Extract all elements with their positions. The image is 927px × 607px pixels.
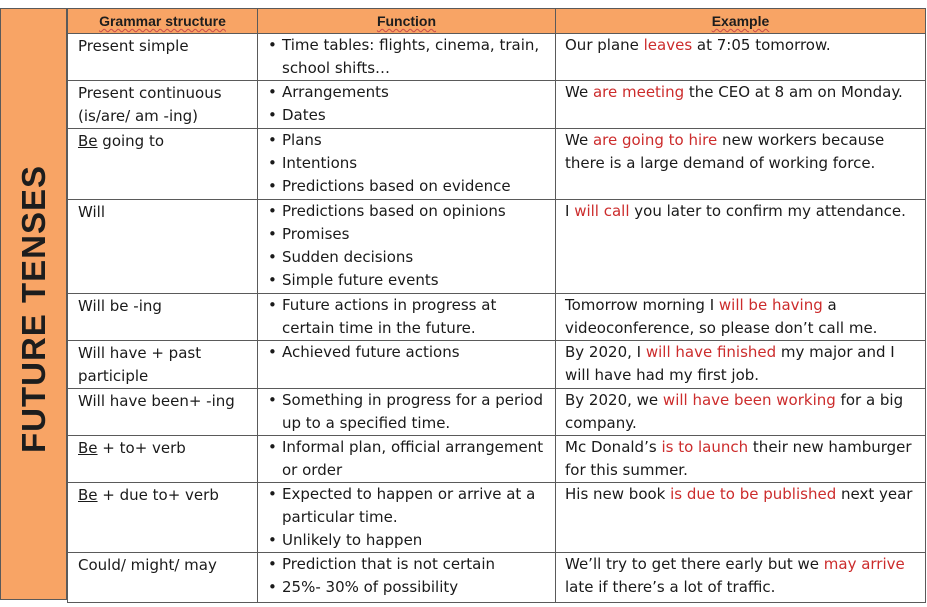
structure-text: Will have been+ -ing	[78, 392, 235, 410]
bullet-icon: •	[268, 391, 277, 409]
structure-text: Present continuous	[78, 84, 222, 102]
list-item	[268, 389, 551, 435]
structure-cell	[68, 436, 258, 483]
function-text: Predictions based on evidence	[282, 177, 511, 195]
bullet-icon: •	[268, 531, 277, 549]
table-row	[68, 483, 926, 553]
bullet-icon: •	[268, 106, 277, 124]
list-item	[268, 341, 551, 364]
structure-text: going to	[97, 132, 165, 150]
highlighted-verb: will have been working	[662, 391, 836, 409]
example-text: their new hamburger for this summer.	[565, 438, 912, 479]
list-item	[268, 483, 551, 529]
function-list	[268, 553, 551, 599]
bullet-icon: •	[268, 131, 277, 149]
list-item	[268, 104, 551, 127]
function-cell	[258, 81, 556, 129]
highlighted-verb: may arrive	[823, 555, 905, 573]
bullet-icon: •	[268, 485, 277, 503]
function-text: Future actions in progress at certain time in the future.	[282, 296, 497, 337]
list-item	[268, 436, 551, 482]
list-item	[268, 223, 551, 246]
function-text: Unlikely to happen	[282, 531, 423, 549]
example-text: a videoconference, so please don’t call me.	[565, 296, 878, 337]
structure-text: Present simple	[78, 37, 189, 55]
example-text: Mc Donald’s	[565, 438, 662, 456]
example-text: Tomorrow morning I	[565, 296, 719, 314]
bullet-icon: •	[268, 154, 277, 172]
example-cell	[556, 129, 926, 200]
side-title-band	[0, 8, 67, 600]
structure-cell	[68, 34, 258, 81]
list-item	[268, 152, 551, 175]
list-item	[268, 34, 551, 80]
function-list	[268, 483, 551, 552]
example-cell	[556, 200, 926, 294]
example-cell	[556, 436, 926, 483]
example-cell	[556, 483, 926, 553]
structure-cell	[68, 129, 258, 200]
function-cell	[258, 389, 556, 436]
function-cell	[258, 34, 556, 81]
structure-cell	[68, 553, 258, 603]
example-text: new workers because there is a large demand of working force.	[565, 131, 885, 172]
highlighted-verb: is to launch	[661, 438, 749, 456]
example-cell	[556, 553, 926, 603]
highlighted-verb: are meeting	[592, 83, 685, 101]
highlighted-verb: leaves	[643, 36, 693, 54]
function-text: Simple future events	[282, 271, 439, 289]
table-row	[68, 81, 926, 129]
structure-text: Be	[78, 132, 98, 150]
function-text: Informal plan, official arrangement or order	[282, 438, 544, 479]
table-row	[68, 200, 926, 294]
bullet-icon: •	[268, 578, 277, 596]
list-item	[268, 576, 551, 599]
function-text: Achieved future actions	[282, 343, 460, 361]
example-text: late if there’s a lot of traffic.	[565, 578, 776, 596]
function-list	[268, 341, 551, 364]
example-text: By 2020, I	[565, 343, 646, 361]
highlighted-verb: are going to hire	[592, 131, 718, 149]
function-text: Plans	[282, 131, 322, 149]
bullet-icon: •	[268, 296, 277, 314]
bullet-icon: •	[268, 36, 277, 54]
structure-cell	[68, 389, 258, 436]
function-cell	[258, 483, 556, 553]
example-text: We	[565, 83, 593, 101]
header-row	[68, 9, 926, 34]
bullet-icon: •	[268, 248, 277, 266]
example-cell	[556, 81, 926, 129]
structure-text: Be	[78, 486, 98, 504]
function-text: Arrangements	[282, 83, 389, 101]
header-function: Function	[258, 9, 556, 34]
example-text: next year	[836, 485, 913, 503]
highlighted-verb: will call	[574, 202, 630, 220]
header-structure: Grammar structure	[68, 9, 258, 34]
function-text: Expected to happen or arrive at a particular time.	[282, 485, 536, 526]
bullet-icon: •	[268, 555, 277, 573]
list-item	[268, 129, 551, 152]
function-cell	[258, 341, 556, 389]
bullet-icon: •	[268, 225, 277, 243]
function-list	[268, 81, 551, 127]
example-text: His new book	[565, 485, 671, 503]
example-text: at 7:05 tomorrow.	[692, 36, 831, 54]
structure-cell	[68, 341, 258, 389]
example-text: I	[565, 202, 575, 220]
table-row	[68, 129, 926, 200]
example-text: for a big company.	[565, 391, 904, 432]
header-example: Example	[556, 9, 926, 34]
table-row	[68, 436, 926, 483]
structure-text: + due to+ verb	[97, 486, 219, 504]
example-text: my major and I will have had my first job.	[565, 343, 895, 384]
function-text: Predictions based on opinions	[282, 202, 506, 220]
bullet-icon: •	[268, 271, 277, 289]
example-text: We’ll try to get there early but we	[565, 555, 824, 573]
function-list	[268, 34, 551, 80]
function-list	[268, 389, 551, 435]
example-text: the CEO at 8 am on Monday.	[684, 83, 903, 101]
function-text: Prediction that is not certain	[282, 555, 495, 573]
list-item	[268, 246, 551, 269]
structure-cell	[68, 294, 258, 341]
structure-cell	[68, 81, 258, 129]
highlighted-verb: will be having	[718, 296, 823, 314]
list-item	[268, 529, 551, 552]
side-title: FUTURE TENSES	[15, 164, 52, 454]
function-text: Something in progress for a period up to a specified time.	[282, 391, 543, 432]
list-item	[268, 553, 551, 576]
function-text: Intentions	[282, 154, 358, 172]
bullet-icon: •	[268, 438, 277, 456]
example-text: We	[565, 131, 593, 149]
function-cell	[258, 294, 556, 341]
function-cell	[258, 553, 556, 603]
list-item	[268, 294, 551, 340]
example-cell	[556, 294, 926, 341]
function-list	[268, 436, 551, 482]
highlighted-verb: will have finished	[645, 343, 777, 361]
function-text: Dates	[282, 106, 326, 124]
structure-cell	[68, 200, 258, 294]
structure-text: Will have + past participle	[78, 344, 202, 385]
example-text: you later to confirm my attendance.	[629, 202, 906, 220]
table-row	[68, 341, 926, 389]
function-cell	[258, 129, 556, 200]
list-item	[268, 200, 551, 223]
example-text: Our plane	[565, 36, 644, 54]
function-cell	[258, 200, 556, 294]
grammar-table	[67, 8, 926, 603]
function-text: Time tables: flights, cinema, train, school shifts…	[282, 36, 540, 77]
structure-cell	[68, 483, 258, 553]
function-list	[268, 200, 551, 292]
bullet-icon: •	[268, 202, 277, 220]
function-text: Sudden decisions	[282, 248, 414, 266]
bullet-icon: •	[268, 343, 277, 361]
list-item	[268, 175, 551, 198]
structure-text: Be	[78, 439, 98, 457]
bullet-icon: •	[268, 177, 277, 195]
function-text: Promises	[282, 225, 350, 243]
example-cell	[556, 34, 926, 81]
table-row	[68, 553, 926, 603]
function-text: 25%- 30% of possibility	[282, 578, 459, 596]
table-row	[68, 389, 926, 436]
list-item	[268, 81, 551, 104]
structure-text: (is/are/ am -ing)	[78, 107, 198, 125]
highlighted-verb: is due to be published	[670, 485, 837, 503]
function-list	[268, 129, 551, 198]
function-list	[268, 294, 551, 340]
table-row	[68, 294, 926, 341]
example-cell	[556, 389, 926, 436]
example-text: By 2020, we	[565, 391, 663, 409]
example-cell	[556, 341, 926, 389]
list-item	[268, 269, 551, 292]
table-row	[68, 34, 926, 81]
function-cell	[258, 436, 556, 483]
structure-text: Will be -ing	[78, 297, 162, 315]
bullet-icon: •	[268, 83, 277, 101]
structure-text: Could/ might/ may	[78, 556, 217, 574]
structure-text: Will	[78, 203, 106, 221]
structure-text: + to+ verb	[97, 439, 186, 457]
